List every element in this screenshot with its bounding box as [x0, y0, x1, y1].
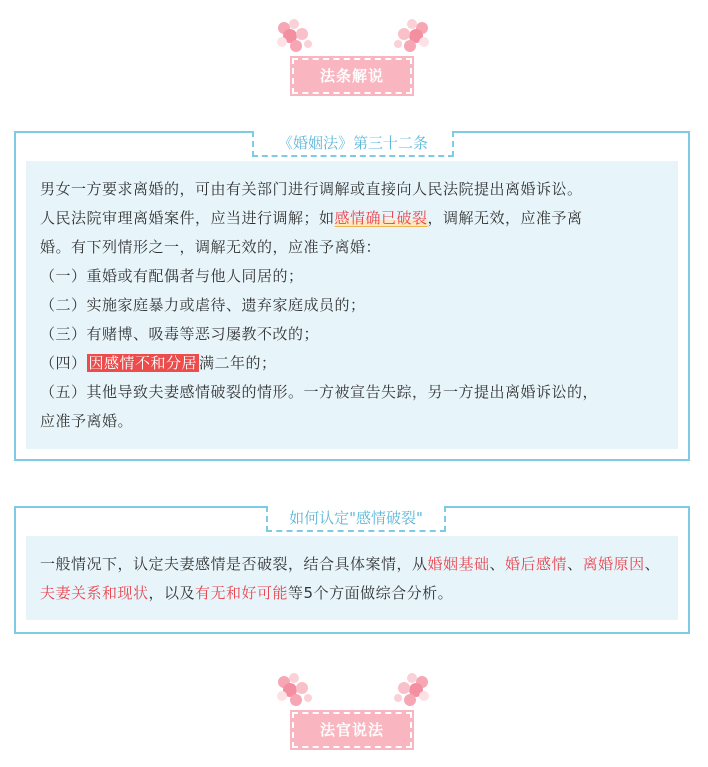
factor-divorce-reason: 离婚原因 — [582, 555, 645, 573]
rupture-content — [26, 536, 678, 620]
factor-reconciliation: 有无和好可能 — [195, 584, 289, 602]
article-box — [14, 131, 690, 461]
highlight-separation: 因感情不和分居 — [88, 354, 198, 372]
rupture-box — [14, 506, 690, 634]
flower-bouquet-icon — [388, 18, 432, 58]
flower-bouquet-icon — [274, 672, 318, 712]
article-item: （五）其他导致夫妻感情破裂的情形。一方被宣告失踪，另一方提出离婚诉讼的， — [40, 383, 599, 401]
factor-marriage-basis: 婚姻基础 — [427, 555, 490, 573]
article-item: （四） 因感情不和分居 满二年的； — [40, 354, 277, 372]
bottom-decoration — [0, 664, 708, 754]
article-item: 应准予离婚。 — [40, 412, 134, 430]
article-line: 男女一方要求离婚的，可由有关部门进行调解或直接向人民法院提出离婚诉讼。 — [40, 180, 583, 198]
section-tag-law-explanation — [292, 58, 412, 94]
rupture-title: 如何认定"感情破裂" — [266, 506, 446, 532]
article-line: 人民法院审理离婚案件，应当进行调解；如感情确已破裂，调解无效，应准予离 — [40, 209, 583, 227]
article-item: （二）实施家庭暴力或虐待、遗弃家庭成员的； — [40, 296, 366, 314]
rupture-paragraph: 一般情况下，认定夫妻感情是否破裂，结合具体案情，从婚姻基础、婚后感情、离婚原因、夫妻关系和现状，以及有无和好可能等5个方面做综合分析。 — [40, 555, 661, 602]
article-paragraph — [40, 175, 664, 436]
article-line: 婚。有下列情形之一，调解无效的，应准予离婚： — [40, 238, 382, 256]
factor-relationship-status: 夫妻关系和现状 — [40, 584, 149, 602]
flower-bouquet-icon — [388, 672, 432, 712]
article-title: 《婚姻法》第三十二条 — [252, 131, 454, 157]
article-item: （一）重婚或有配偶者与他人同居的； — [40, 267, 304, 285]
section-tag-label: 法官说法 — [319, 721, 384, 739]
article-content — [26, 161, 678, 449]
factor-post-marriage-feelings: 婚后感情 — [505, 555, 568, 573]
section-tag-label: 法条解说 — [319, 67, 384, 85]
section-tag-judge-says — [292, 712, 412, 748]
article-item: （三）有赌博、吸毒等恶习屡教不改的； — [40, 325, 320, 343]
top-decoration — [0, 10, 708, 100]
flower-bouquet-icon — [274, 18, 318, 58]
highlight-feelings-broken: 感情确已破裂 — [334, 209, 428, 227]
